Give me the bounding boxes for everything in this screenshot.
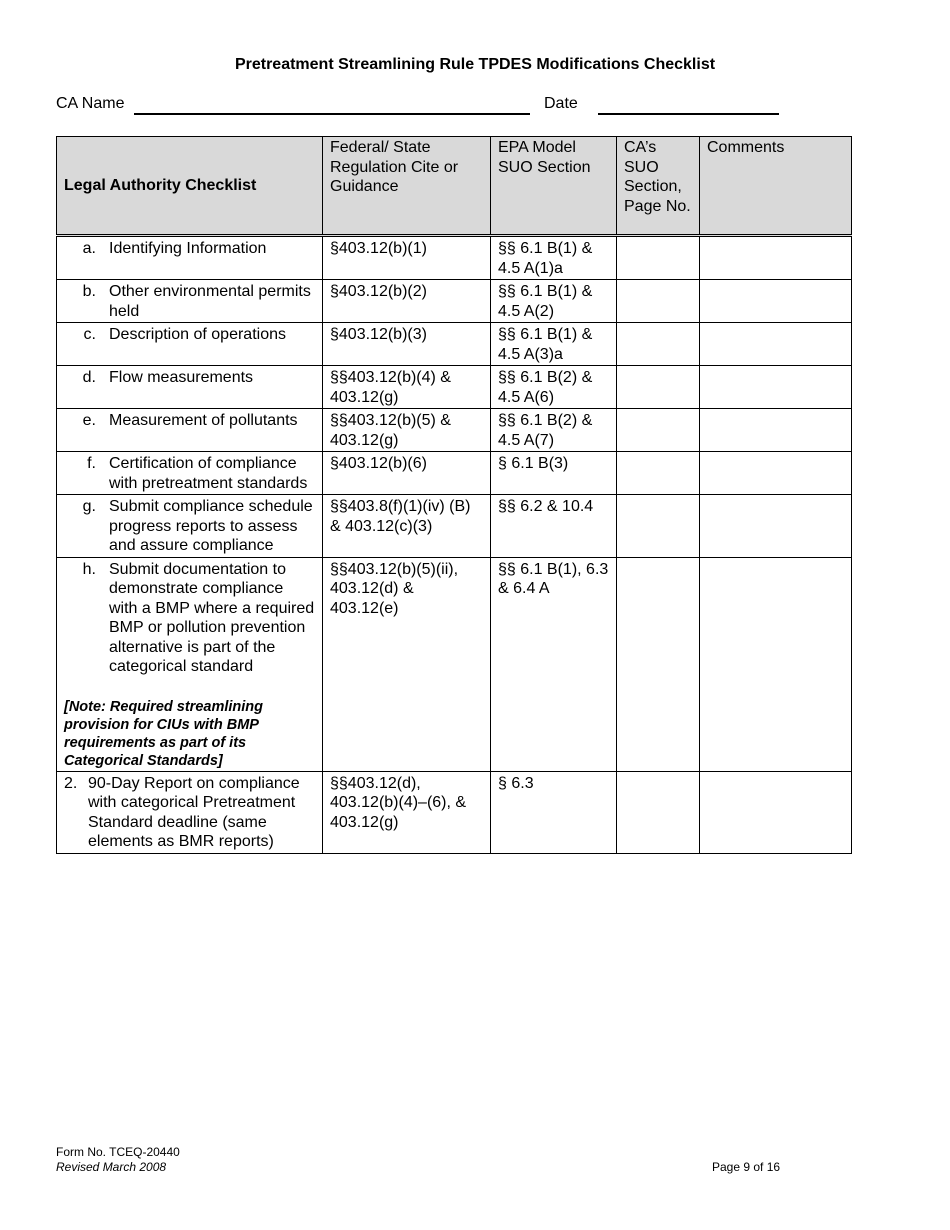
comments-cell[interactable] [700, 771, 852, 853]
table-header-row [57, 137, 852, 236]
item-label: g. [82, 498, 96, 515]
item-text: Submit compliance schedule progress reports to assess and assure compliance [109, 498, 313, 554]
epa-section: §§ 6.1 B(2) & 4.5 A(7) [491, 409, 617, 452]
date-label: Date [544, 95, 578, 112]
revision-date: Revised March 2008 [56, 1160, 167, 1174]
item-label: b. [82, 283, 96, 300]
table-row [57, 409, 852, 452]
table-row [57, 557, 852, 771]
regulation-cite: §403.12(b)(1) [323, 236, 491, 280]
epa-section: §§ 6.2 & 10.4 [491, 495, 617, 558]
item-label: e. [82, 412, 96, 429]
comments-cell[interactable] [700, 236, 852, 280]
ca-section-cell[interactable] [617, 452, 700, 495]
regulation-cite: §§403.8(f)(1)(iv) (B) & 403.12(c)(3) [323, 495, 491, 558]
ca-section-cell[interactable] [617, 236, 700, 280]
epa-section: §§ 6.1 B(1) & 4.5 A(3)a [491, 323, 617, 366]
item-label: 2. [64, 774, 78, 792]
epa-section: §§ 6.1 B(1) & 4.5 A(2) [491, 280, 617, 323]
date-field[interactable] [598, 113, 779, 115]
table-row [57, 236, 852, 280]
ca-section-cell[interactable] [617, 323, 700, 366]
table-row [57, 366, 852, 409]
epa-section: §§ 6.1 B(1), 6.3 & 6.4 A [491, 557, 617, 771]
ca-section-cell[interactable] [617, 366, 700, 409]
ca-section-cell[interactable] [617, 409, 700, 452]
header-epa-suo-section: EPA Model SUO Section [491, 137, 617, 236]
table-row [57, 495, 852, 558]
comments-cell[interactable] [700, 366, 852, 409]
item-label: c. [83, 326, 96, 343]
comments-cell[interactable] [700, 280, 852, 323]
comments-cell[interactable] [700, 495, 852, 558]
page-number: Page 9 of 16 [712, 1160, 781, 1174]
item-text: Submit documentation to demonstrate compliance with a BMP where a required BMP or pollution prevention alternative is part of the categorical standard [109, 560, 315, 675]
regulation-cite: §§403.12(b)(4) & 403.12(g) [323, 366, 491, 409]
ca-section-cell[interactable] [617, 280, 700, 323]
item-label: f. [87, 455, 96, 472]
ca-name-label: CA Name [56, 95, 125, 112]
table-row [57, 452, 852, 495]
streamlining-note: [Note: Required streamlining provision for CIUs with BMP requirements as part of its Categorical Standards] [64, 698, 263, 769]
item-label: d. [82, 369, 96, 386]
header-regulation-cite: Federal/ State Regulation Cite or Guidance [323, 137, 491, 236]
comments-cell[interactable] [700, 452, 852, 495]
epa-section: §§ 6.1 B(1) & 4.5 A(1)a [491, 236, 617, 280]
item-text: Flow measurements [109, 369, 254, 386]
regulation-cite: §403.12(b)(3) [323, 323, 491, 366]
item-text: Identifying Information [109, 240, 267, 257]
regulation-cite: §403.12(b)(2) [323, 280, 491, 323]
item-text: Other environmental permits held [109, 283, 311, 320]
item-label: h. [82, 560, 96, 578]
regulation-cite: §§403.12(b)(5)(ii), 403.12(d) & 403.12(e) [323, 557, 491, 771]
header-ca-suo-section: CA’s SUO Section, Page No. [617, 137, 700, 236]
table-row [57, 323, 852, 366]
footer-form-info [56, 1145, 180, 1175]
item-text: Measurement of pollutants [109, 412, 298, 429]
ca-name-field[interactable] [134, 113, 530, 115]
regulation-cite: §§403.12(d), 403.12(b)(4)–(6), & 403.12(g) [323, 771, 491, 853]
regulation-cite: §403.12(b)(6) [323, 452, 491, 495]
legal-authority-table [56, 136, 852, 854]
table-row [57, 280, 852, 323]
epa-section: § 6.3 [491, 771, 617, 853]
epa-section: § 6.1 B(3) [491, 452, 617, 495]
item-text: Certification of compliance with pretreatment standards [109, 455, 308, 492]
page-title: Pretreatment Streamlining Rule TPDES Modifications Checklist [234, 56, 716, 73]
header-comments: Comments [700, 137, 852, 236]
header-legal-authority: Legal Authority Checklist [57, 137, 323, 236]
comments-cell[interactable] [700, 323, 852, 366]
table-row [57, 771, 852, 853]
ca-section-cell[interactable] [617, 495, 700, 558]
ca-section-cell[interactable] [617, 557, 700, 771]
item-text: Description of operations [109, 326, 286, 343]
item-text: 90-Day Report on compliance with categorical Pretreatment Standard deadline (same elements as BMR reports) [88, 774, 300, 850]
comments-cell[interactable] [700, 557, 852, 771]
ca-section-cell[interactable] [617, 771, 700, 853]
form-number: Form No. TCEQ-20440 [56, 1145, 180, 1159]
item-label: a. [82, 240, 96, 257]
comments-cell[interactable] [700, 409, 852, 452]
epa-section: §§ 6.1 B(2) & 4.5 A(6) [491, 366, 617, 409]
regulation-cite: §§403.12(b)(5) & 403.12(g) [323, 409, 491, 452]
